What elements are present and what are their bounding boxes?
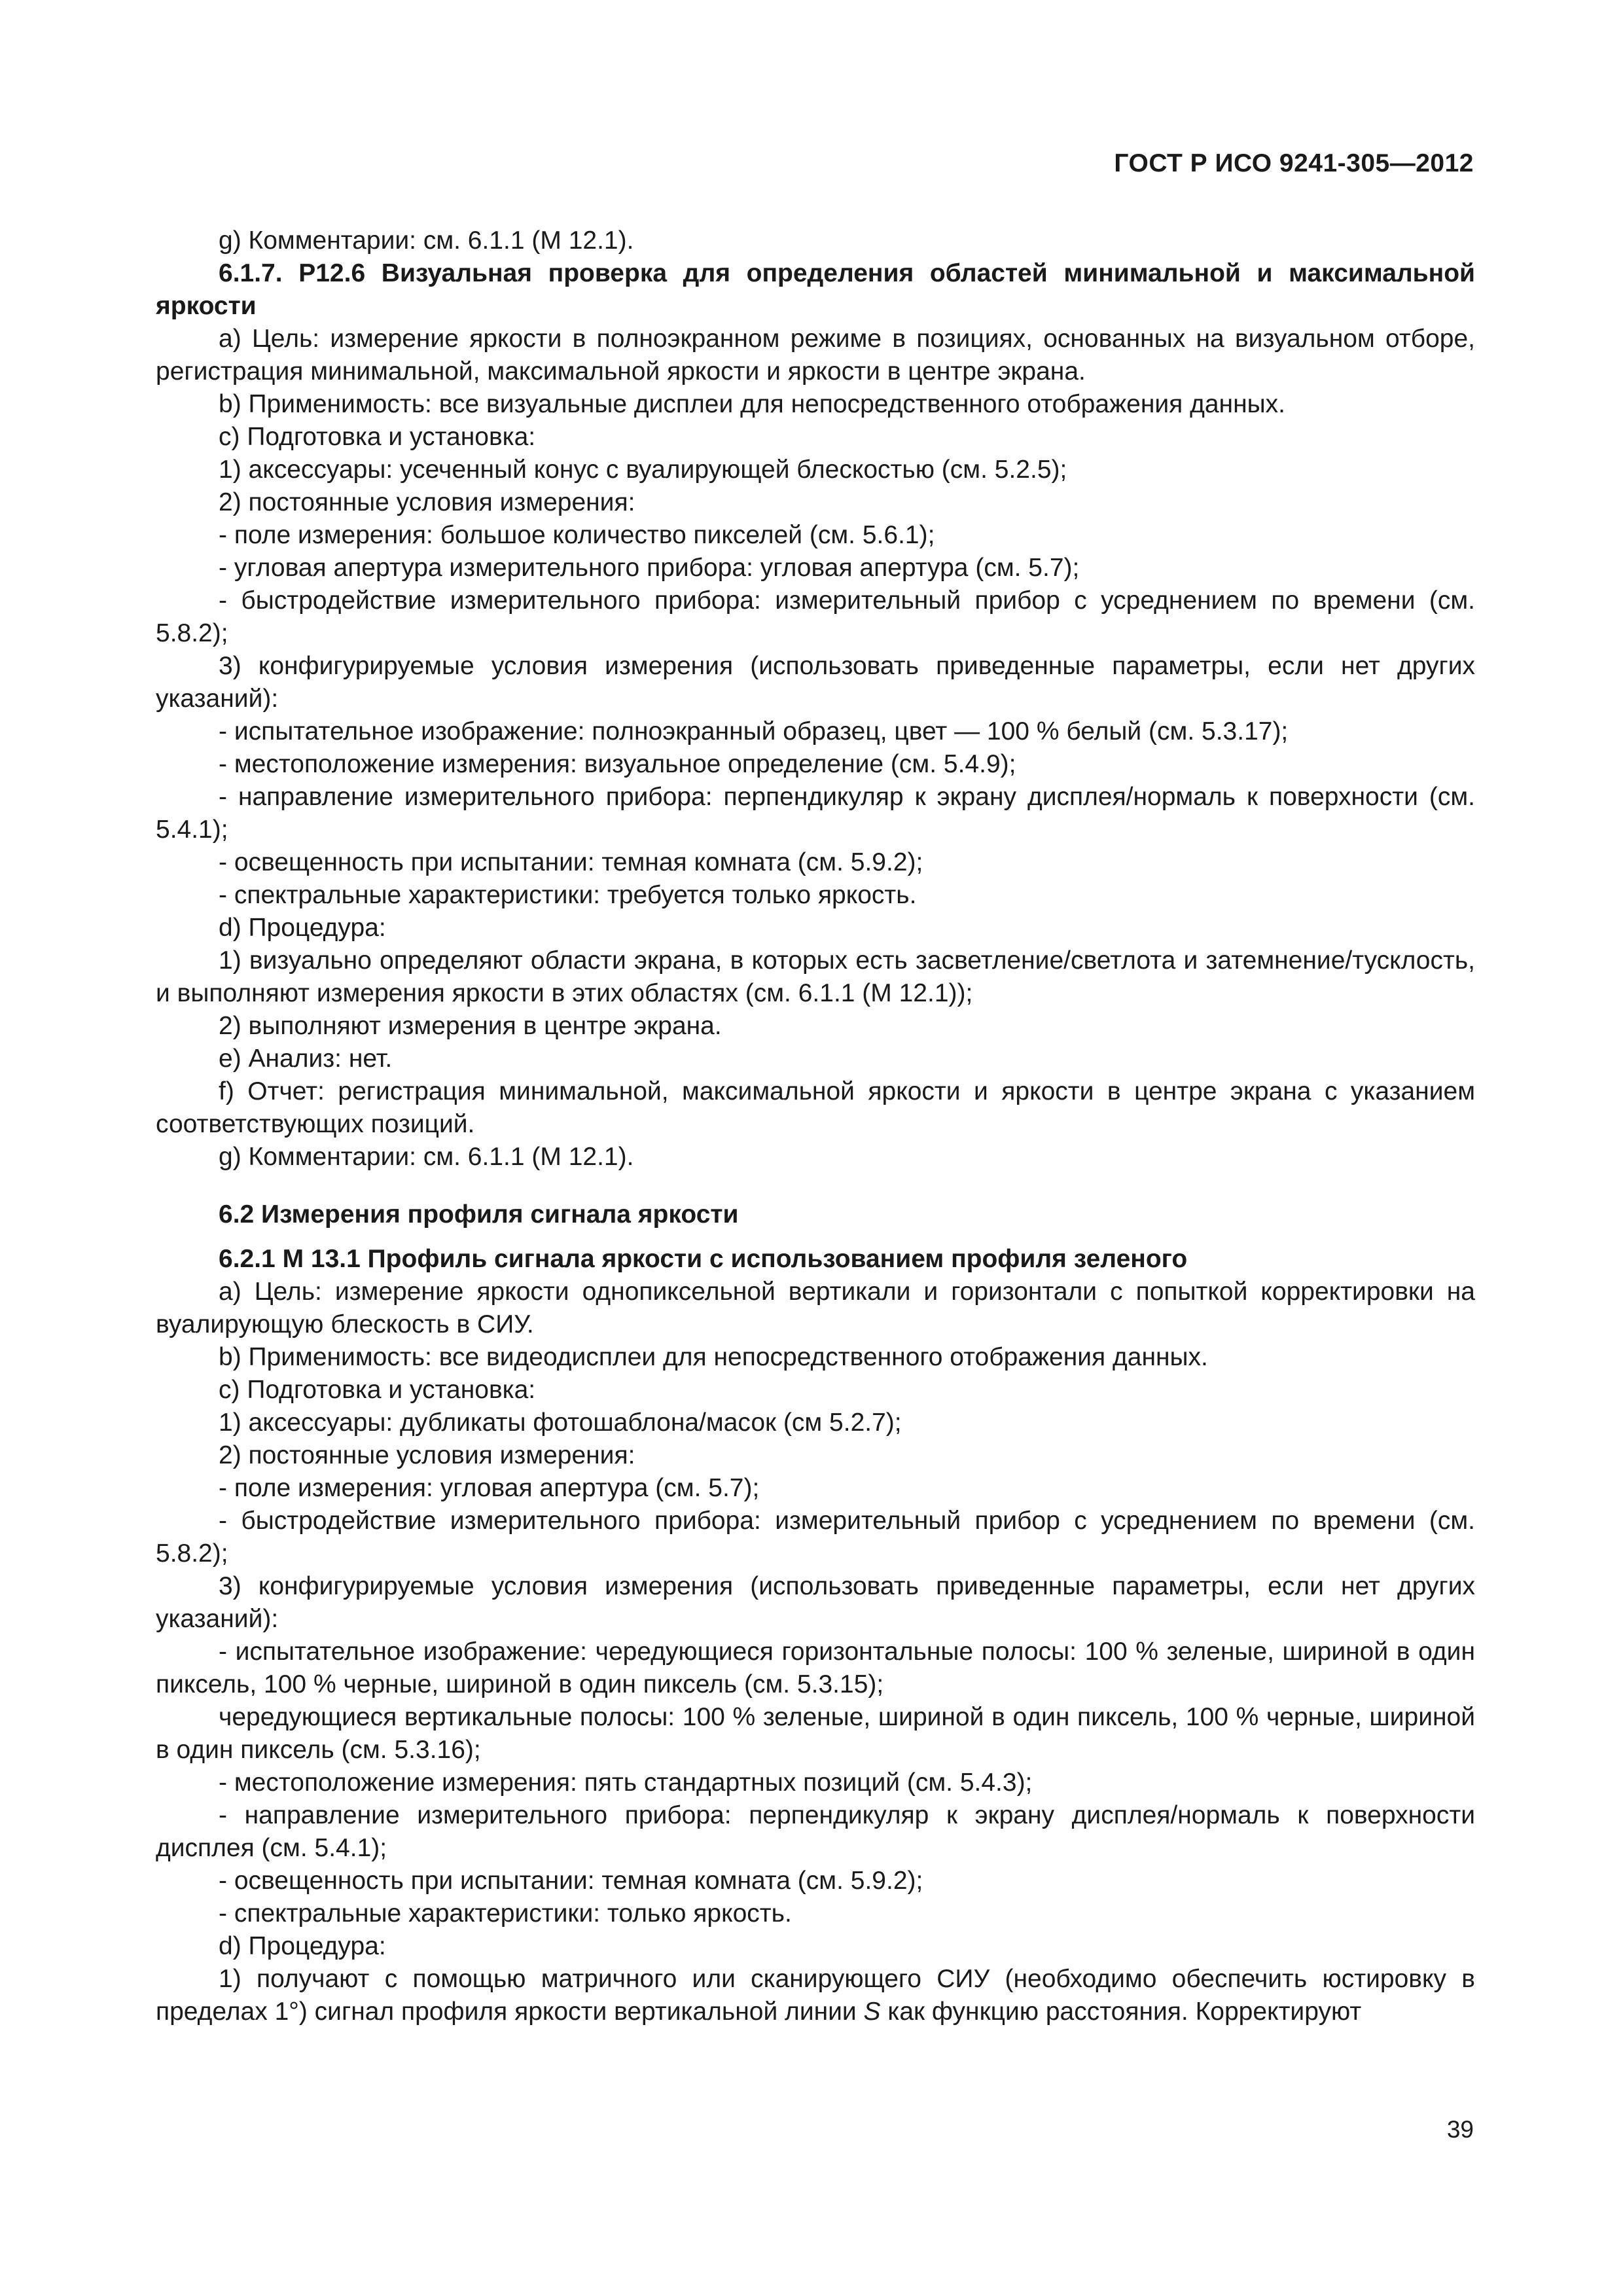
paragraph: 1) аксессуары: дубликаты фотошаблона/масок (см 5.2.7); [219,1408,902,1437]
paragraph: c) Подготовка и установка: [219,1376,536,1404]
paragraph-text: 1) получают с помощью матричного или сканирующего СИУ (необходимо обеспечить юстировку в пределах 1°) сигнал профиля яркости вертикальной линии [156,1965,1475,2026]
paragraph [156,1963,1475,2028]
symbol-s: S [863,1998,881,2026]
paragraph: 3) конфигурируемые условия измерения (использовать приведенные параметры, если нет других указаний): [156,1572,1475,1633]
paragraph: d) Процедура: [219,914,386,942]
list-item: - направление измерительного прибора: перпендикуляр к экрану дисплея/нормаль к поверхности дисплея (см. 5.4.1); [156,1801,1475,1862]
section-heading: 6.1.7. Р12.6 Визуальная проверка для определения областей минимальной и максимальной яркости [156,259,1475,320]
page-number: 39 [1446,2116,1474,2143]
list-item: чередующиеся вертикальные полосы: 100 % зеленые, шириной в один пиксель, 100 % черные, шириной в один пиксель (см. 5.3.16); [156,1703,1475,1764]
paragraph: d) Процедура: [219,1932,386,1960]
paragraph: 1) визуально определяют области экрана, в которых есть засветление/светлота и затемнение/тусклость, и выполняют измерения яркости в этих областях (см. 6.1.1 (М 12.1)); [156,946,1475,1007]
list-item: - испытательное изображение: полноэкранный образец, цвет — 100 % белый (см. 5.3.17); [219,717,1289,745]
document-body [156,224,1475,2028]
paragraph: 2) выполняют измерения в центре экрана. [219,1012,722,1040]
list-item: - местоположение измерения: пять стандартных позиций (см. 5.4.3); [219,1768,1033,1797]
list-item: - спектральные характеристики: только яркость. [219,1899,792,1928]
list-item: - поле измерения: угловая апертура (см. 5.7); [219,1474,760,1502]
paragraph: e) Анализ: нет. [219,1045,393,1073]
paragraph: g) Комментарии: см. 6.1.1 (М 12.1). [219,1143,634,1171]
list-item: - освещенность при испытании: темная комната (см. 5.9.2); [219,1867,923,1895]
paragraph: f) Отчет: регистрация минимальной, максимальной яркости и яркости в центре экрана с указанием соответствующих позиций. [156,1077,1475,1138]
paragraph: g) Комментарии: см. 6.1.1 (М 12.1). [219,226,634,255]
paragraph: 1) аксессуары: усеченный конус с вуалирующей блескостью (см. 5.2.5); [219,456,1067,484]
section-heading: 6.2 Измерения профиля сигнала яркости [219,1200,739,1229]
list-item: - спектральные характеристики: требуется только яркость. [219,881,917,909]
list-item: - угловая апертура измерительного прибора: угловая апертура (см. 5.7); [219,554,1080,582]
document-standard-header: ГОСТ Р ИСО 9241-305—2012 [1114,149,1474,177]
paragraph: b) Применимость: все визуальные дисплеи для непосредственного отображения данных. [219,390,1285,418]
list-item: - быстродействие измерительного прибора: измерительный прибор с усреднением по времени (см. 5.8.2); [156,586,1475,647]
paragraph: b) Применимость: все видеодисплеи для непосредственного отображения данных. [219,1343,1208,1371]
list-item: - поле измерения: большое количество пикселей (см. 5.6.1); [219,521,935,549]
paragraph: a) Цель: измерение яркости однопиксельной вертикали и горизонтали с попыткой корректировки на вуалирующую блескость в СИУ. [156,1278,1475,1338]
subsection-heading: 6.2.1 М 13.1 Профиль сигнала яркости с использованием профиля зеленого [219,1245,1188,1273]
list-item: - местоположение измерения: визуальное определение (см. 5.4.9); [219,750,1016,778]
paragraph: 3) конфигурируемые условия измерения (использовать приведенные параметры, если нет других указаний): [156,652,1475,713]
paragraph: c) Подготовка и установка: [219,423,536,451]
list-item: - быстродействие измерительного прибора: измерительный прибор с усреднением по времени (см. 5.8.2); [156,1507,1475,1568]
list-item: - испытательное изображение: чередующиеся горизонтальные полосы: 100 % зеленые, шириной в один пиксель, 100 % черные, шириной в один пиксель (см. 5.3.15); [156,1638,1475,1698]
paragraph: 2) постоянные условия измерения: [219,488,635,516]
paragraph: 2) постоянные условия измерения: [219,1441,635,1469]
list-item: - освещенность при испытании: темная комната (см. 5.9.2); [219,848,923,876]
paragraph: a) Цель: измерение яркости в полноэкранном режиме в позициях, основанных на визуальном отборе, регистрация минимальной, максимальной яркости и яркости в центре экрана. [156,325,1475,386]
list-item: - направление измерительного прибора: перпендикуляр к экрану дисплея/нормаль к поверхности (см. 5.4.1); [156,783,1475,844]
paragraph-text: как функцию расстояния. Корректируют [880,1998,1362,2026]
